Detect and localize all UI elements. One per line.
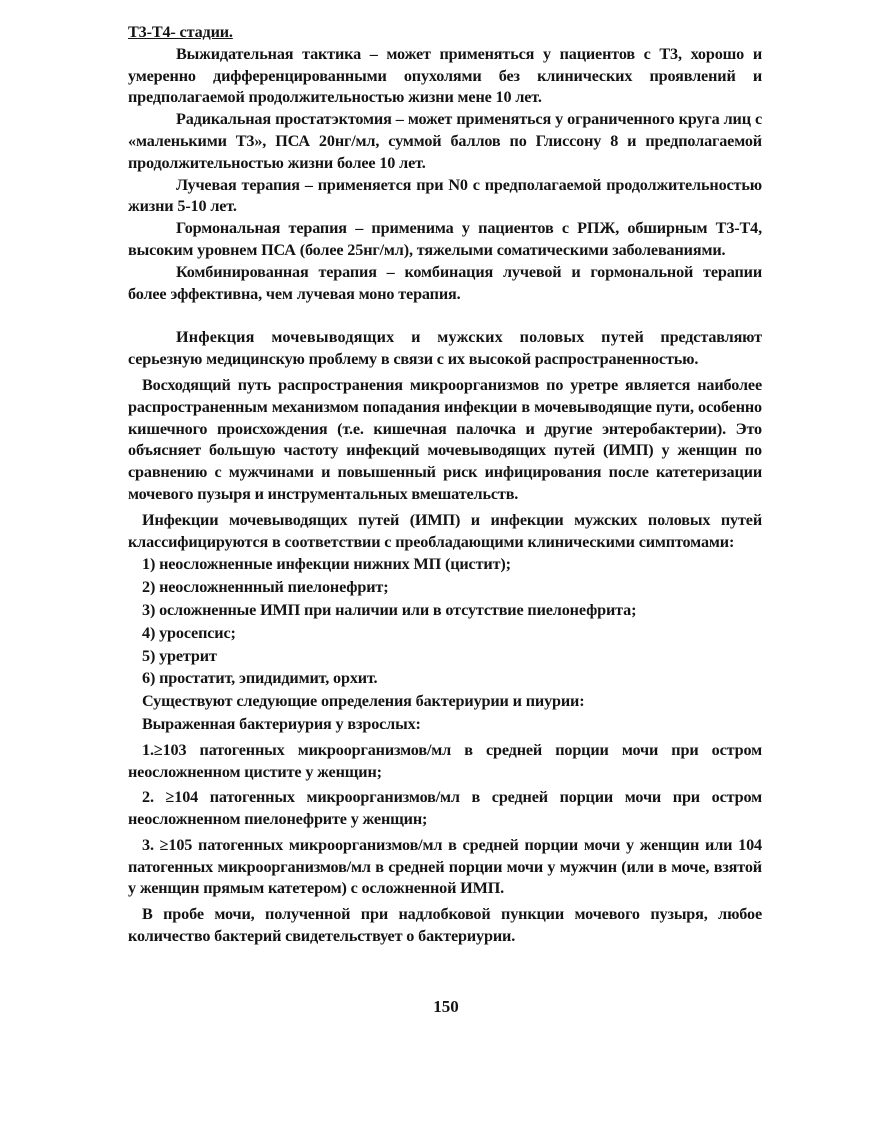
section-heading: Т3-Т4- стадии. bbox=[128, 23, 233, 41]
bacteriuria-item: 3. ≥105 патогенных микроорганизмов/мл в средней порции мочи у женщин или 104 патогенных микроорганизмов/мл в средней порции мочи у мужчин (или в моче, взятой у женщин прямым катетером) с осложненной ИМП. bbox=[128, 835, 762, 898]
paragraph-bacteriuria-label: Выраженная бактериурия у взрослых: bbox=[142, 714, 421, 733]
list-item: 3) осложненные ИМП при наличии или в отсутствие пиелонефрита; bbox=[142, 600, 637, 619]
paragraph-prostatectomy: Радикальная простатэктомия – может применяться у ограниченного круга лиц с «маленькими Т3», ПСА 20нг/мл, суммой баллов по Глиссону 8 и предполагаемой продолжительностью жизни более 10 лет. bbox=[128, 110, 762, 172]
list-item: 4) уросепсис; bbox=[142, 623, 236, 642]
bacteriuria-item: 1.≥103 патогенных микроорганизмов/мл в средней порции мочи при остром неосложненном цистите у женщин; bbox=[128, 740, 762, 781]
paragraph-ascending-route: Восходящий путь распространения микроорганизмов по уретре является наиболее распространенным механизмом попадания инфекции в мочевыводящие пути, особенно кишечного происхождения (т.е. кишечная палочка и другие энтеробактерии). Это объясняет большую частоту инфекций мочевыводящих путей (ИМП) у женщин по сравнению с мужчинами и повышенный риск инфицирования после катетеризации мочевого пузыря и инструментальных вмешательств. bbox=[128, 375, 762, 503]
page-number: 150 bbox=[433, 997, 459, 1016]
bacteriuria-item: 2. ≥104 патогенных микроорганизмов/мл в средней порции мочи при остром неосложненном пиелонефрите у женщин; bbox=[128, 788, 762, 829]
list-item: 1) неосложненные инфекции нижних МП (цистит); bbox=[142, 555, 511, 574]
list-item: 6) простатит, эпидидимит, орхит. bbox=[142, 669, 378, 688]
section-gap bbox=[128, 305, 762, 327]
list-item: 2) неосложненнный пиелонефрит; bbox=[142, 578, 389, 597]
paragraph-combined: Комбинированная терапия – комбинация лучевой и гормональной терапии более эффективна, чем лучевая моно терапия. bbox=[128, 262, 762, 303]
paragraph-watchful-waiting: Выжидательная тактика – может применяться у пациентов с Т3, хорошо и умеренно дифференцированными опухолями без клинических проявлений и предполагаемой продолжительностью жизни мене 10 лет. bbox=[128, 44, 762, 107]
paragraph-hormonal: Гормональная терапия – применима у пациентов с РПЖ, обширным Т3-Т4, высоким уровнем ПСА (более 25нг/мл), тяжелыми соматическими заболеваниями. bbox=[128, 219, 762, 259]
paragraph-suprapubic: В пробе мочи, полученной при надлобковой пункции мочевого пузыря, любое количество бактерий свидетельствует о бактериурии. bbox=[128, 905, 762, 946]
paragraph-classification-intro: Инфекции мочевыводящих путей (ИМП) и инфекции мужских половых путей классифицируются в соответствии с преобладающими клиническими симптомами: bbox=[128, 510, 762, 551]
infection-lead-term: Инфекция мочевыводящих и мужских половых путей bbox=[176, 328, 645, 347]
infection-intro-rest: представляют серьезную медицинскую проблему в связи с их высокой распространенностью. bbox=[128, 328, 762, 369]
list-item: 5) уретрит bbox=[142, 646, 217, 665]
paragraph-definitions-intro: Существуют следующие определения бактериурии и пиурии: bbox=[142, 692, 585, 711]
paragraph-infection-intro bbox=[128, 327, 762, 371]
paragraph-radiation: Лучевая терапия – применяется при N0 с предполагаемой продолжительностью жизни 5-10 лет. bbox=[128, 175, 762, 216]
document-page bbox=[128, 22, 762, 948]
